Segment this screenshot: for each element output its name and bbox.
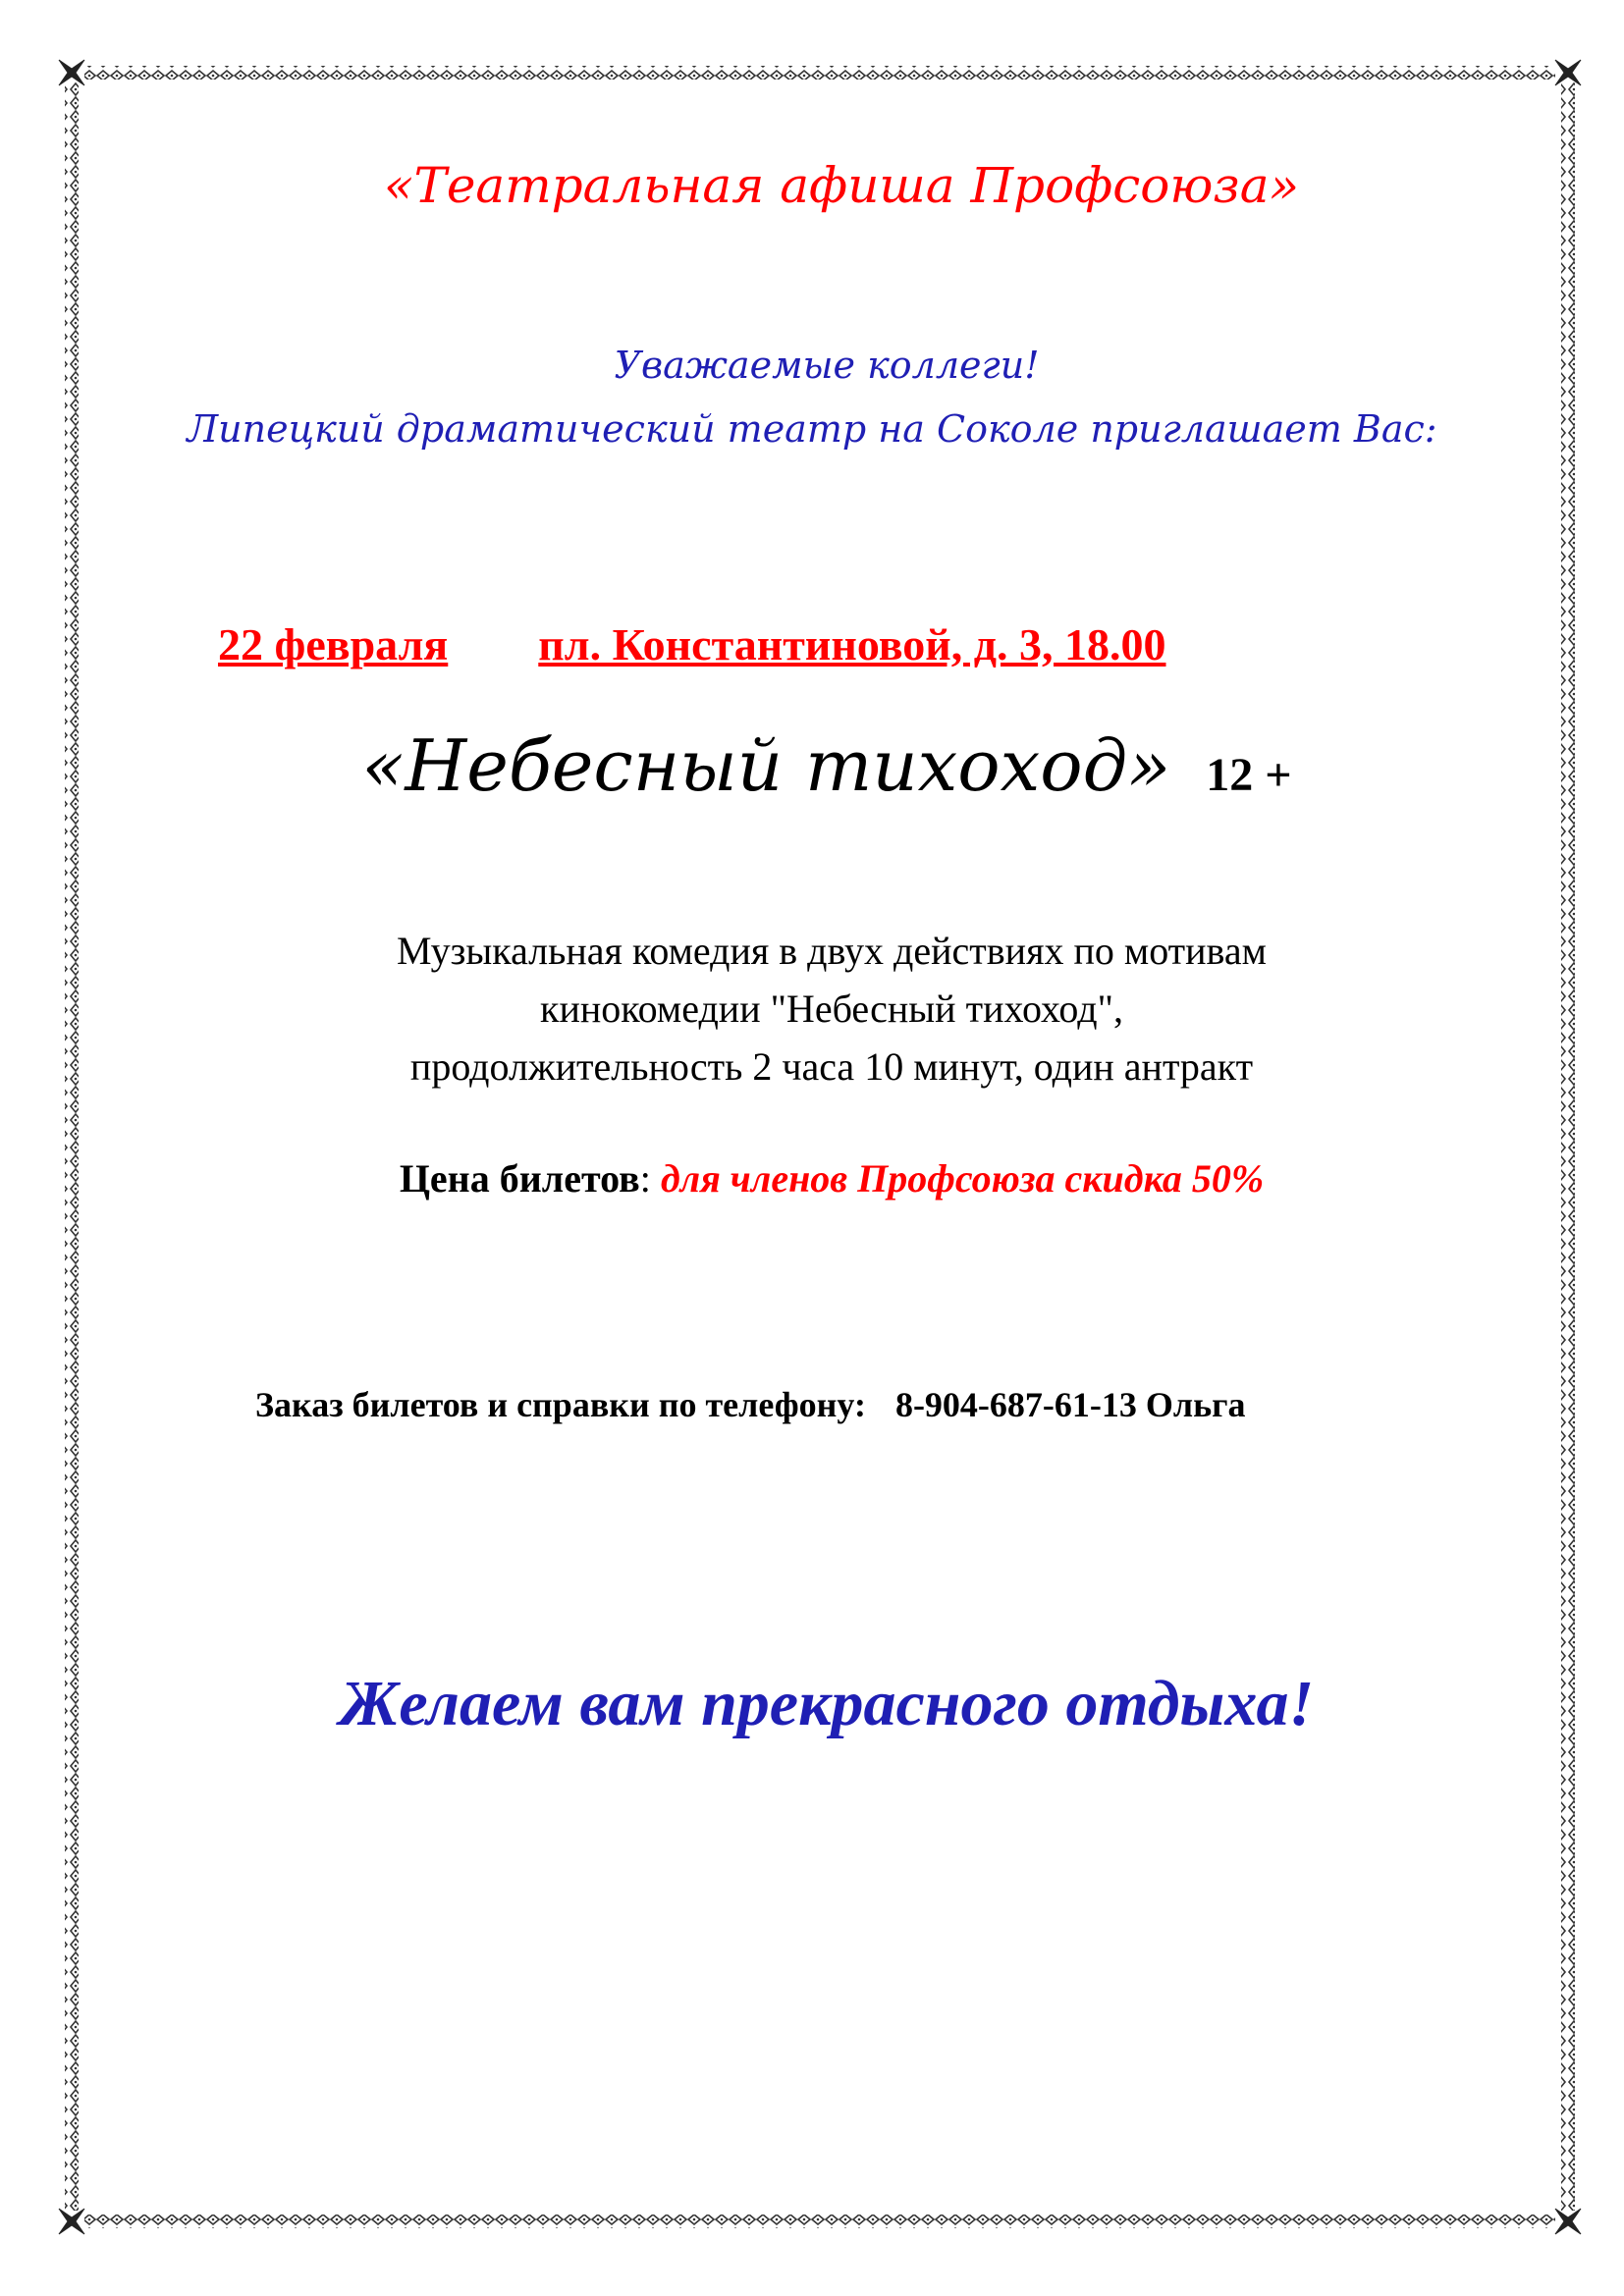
event-date-address: [218, 618, 1166, 670]
description-line: продолжительность 2 часа 10 минут, один антракт: [409, 1044, 1254, 1089]
description-line: Музыкальная комедия в двух действиях по мотивам: [397, 929, 1267, 973]
price-discount: для членов Профсоюза скидка 50%: [660, 1156, 1265, 1201]
description-line: кинокомедии "Небесный тихоход",: [540, 987, 1123, 1031]
page-title: «Театральная афиша Профсоюза»: [383, 157, 1300, 214]
closing-wish: Желаем вам прекрасного отдыха!: [339, 1668, 1315, 1739]
price-separator: :: [639, 1156, 661, 1201]
ticket-price: [0, 1155, 1624, 1201]
age-rating: 12 +: [1206, 749, 1292, 801]
contact-line: [255, 1384, 1245, 1425]
show-heading: [0, 724, 1624, 807]
contact-phone: 8-904-687-61-13 Ольга: [894, 1385, 1246, 1424]
show-title: «Небесный тихоход»: [361, 724, 1171, 807]
event-date: 22 февраля: [218, 619, 449, 669]
greeting-line: Уважаемые коллеги!: [614, 344, 1040, 387]
invitation-line: Липецкий драматический театр на Соколе приглашает Вас:: [187, 407, 1437, 451]
contact-label: Заказ билетов и справки по телефону:: [255, 1385, 866, 1424]
price-label: Цена билетов: [399, 1156, 640, 1201]
event-address-time: пл. Константиновой, д. 3, 18.00: [538, 619, 1166, 669]
